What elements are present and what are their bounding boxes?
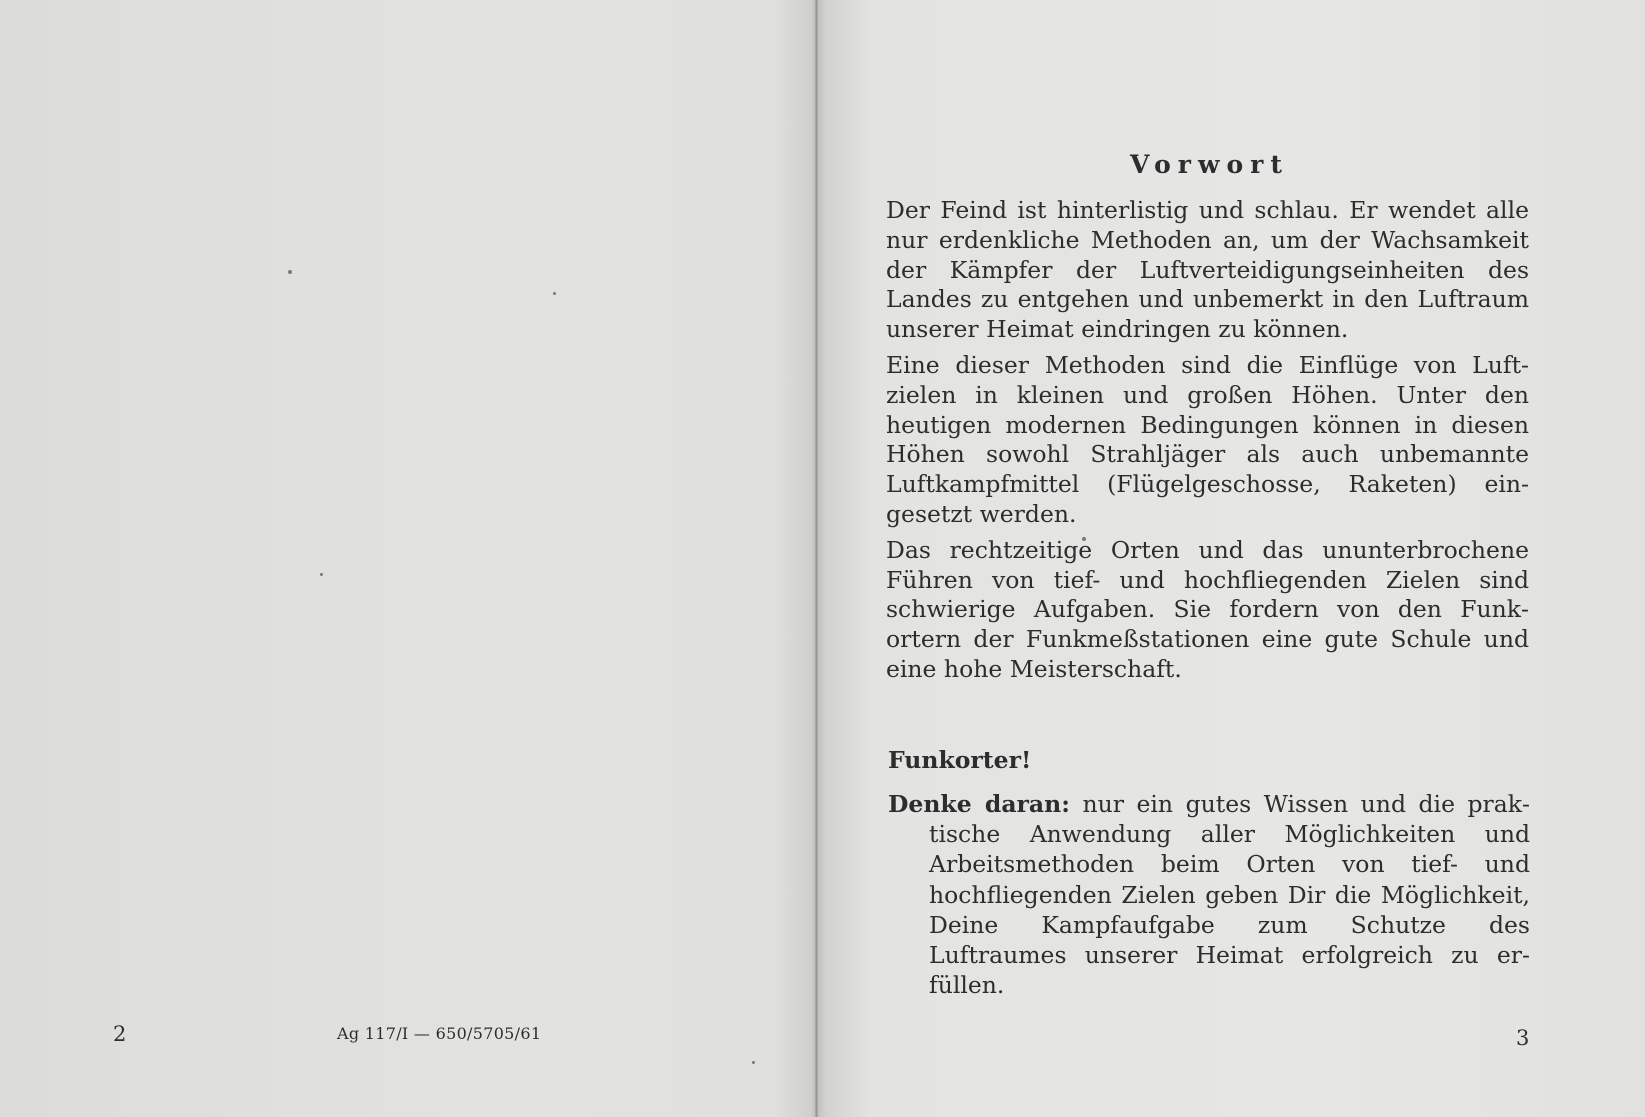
page-title: Vorwort: [1130, 150, 1289, 179]
section-heading: Funkorter!: [888, 746, 1032, 774]
paper-speck: [320, 573, 323, 576]
paragraph: Eine dieser Methoden sind die Einflüge von Luftzielen in kleinen und großen Höhen. Unter den heutigen modernen Bedingungen können in diesen Höhen sowohl Strahljäger als auch unbemannte Luftkampfmittel (Flügelgeschosse, Raketen) eingesetzt werden.: [886, 350, 1529, 528]
reminder-label: Denke daran:: [888, 790, 1070, 818]
left-page: [0, 0, 816, 1117]
reminder-paragraph: [888, 789, 1530, 1000]
paper-speck: [752, 1061, 755, 1064]
paper-speck: [553, 292, 556, 295]
paper-speck: [288, 270, 292, 274]
page-number: 3: [1516, 1026, 1530, 1050]
paragraph: Das rechtzeitige Orten und das ununterbrochene Führen von tief- und hochfliegenden Zielen sind schwierige Aufgaben. Sie fordern von den Funkortern der Funkmeßstationen eine gute Schule und eine hohe Meisterschaft.: [886, 535, 1529, 683]
reminder-text: nur ein gutes Wissen und die praktische Anwendung aller Möglichkeiten und Arbeitsmethoden beim Orten von tief- und hochfliegenden Zielen geben Dir die Möglichkeit, Deine Kampfaufgabe zum Schutze des Luftraumes unserer Heimat erfolgreich zu erfüllen.: [929, 790, 1530, 1000]
paragraph: Der Feind ist hinterlistig und schlau. Er wendet alle nur erdenkliche Methoden an, um der Wachsamkeit der Kämpfer der Luftverteidigungseinheiten des Landes zu entgehen und unbemerkt in den Luftraum unserer Heimat eindringen zu können.: [886, 196, 1529, 344]
imprint-line: Ag 117/I — 650/5705/61: [337, 1024, 542, 1043]
page-number: 2: [113, 1022, 127, 1046]
foreword-body: [886, 196, 1529, 691]
